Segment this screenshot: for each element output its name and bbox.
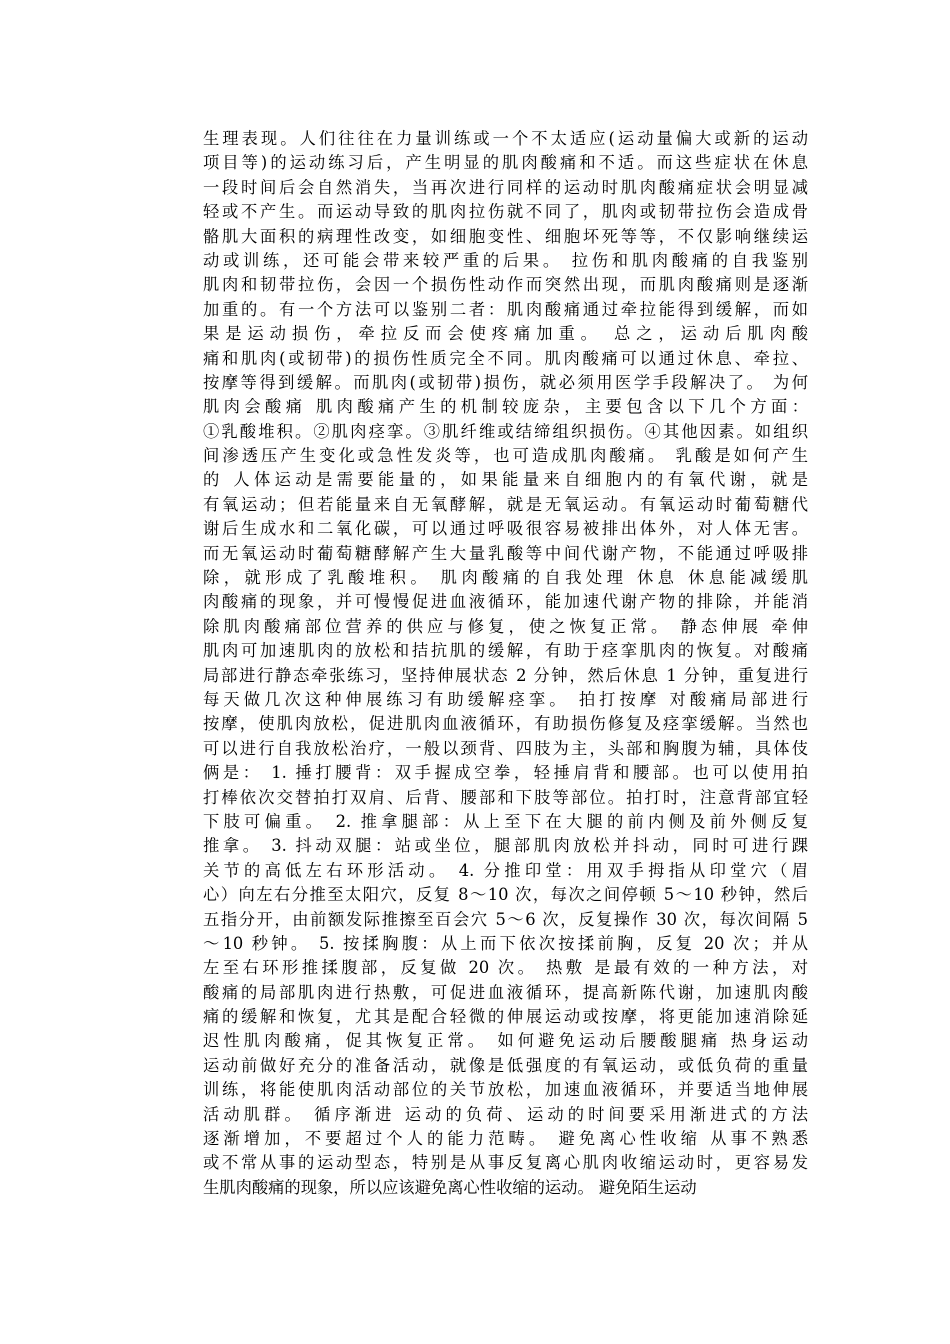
text-line: 痛和肌肉(或韧带)的损伤性质完全不同。肌肉酸痛可以通过休息、牵拉、: [203, 348, 808, 368]
text-line: 推拿。 3. 抖动双腿：站或坐位，腿部肌肉放松并抖动，同时可进行踝: [203, 836, 808, 856]
text-line: 一段时间后会自然消失，当再次进行同样的运动时肌肉酸痛症状会明显减: [203, 177, 808, 197]
text-line: 酸痛的局部肌肉进行热敷，可促进血液循环，提高新陈代谢，加速肌肉酸: [203, 982, 808, 1002]
text-line: 轻或不产生。而运动导致的肌肉拉伤就不同了，肌肉或韧带拉伤会造成骨: [203, 202, 808, 222]
text-line: ～10 秒钟。 5. 按揉胸腹：从上而下依次按揉前胸，反复 20 次；并从: [203, 933, 808, 953]
text-line: 俩是： 1. 捶打腰背：双手握成空拳，轻捶肩背和腰部。也可以使用拍: [203, 763, 808, 783]
text-line: 的 人体运动是需要能量的，如果能量来自细胞内的有氧代谢，就是: [203, 470, 808, 490]
text-line: 除肌肉酸痛部位营养的供应与修复，使之恢复正常。 静态伸展 牵伸: [203, 616, 808, 636]
text-line: ①乳酸堆积。②肌肉痉挛。③肌纤维或结缔组织损伤。④其他因素。如组织: [203, 421, 808, 441]
text-line: 肉酸痛的现象，并可慢慢促进血液循环，能加速代谢产物的排除，并能消: [203, 592, 808, 612]
text-line: 动或训练，还可能会带来较严重的后果。 拉伤和肌肉酸痛的自我鉴别: [203, 250, 808, 270]
text-line: 肌肉可加速肌肉的放松和拮抗肌的缓解，有助于痉挛肌肉的恢复。对酸痛: [203, 641, 808, 661]
text-line: 痛的缓解和恢复，尤其是配合轻微的伸展运动或按摩，将更能加速消除延: [203, 1007, 808, 1027]
text-line: 活动肌群。 循序渐进 运动的负荷、运动的时间要采用渐进式的方法: [203, 1104, 808, 1124]
text-line: 生肌肉酸痛的现象，所以应该避免离心性收缩的运动。 避免陌生运动: [203, 1177, 697, 1197]
text-line: 项目等)的运动练习后，产生明显的肌肉酸痛和不适。而这些症状在休息: [203, 153, 808, 173]
text-line: 果是运动损伤，牵拉反而会使疼痛加重。 总之，运动后肌肉酸: [203, 324, 808, 344]
text-line: 迟性肌肉酸痛，促其恢复正常。 如何避免运动后腰酸腿痛 热身运动: [203, 1031, 808, 1051]
text-line: 左至右环形推揉腹部，反复做 20 次。 热敷 是最有效的一种方法，对: [203, 958, 808, 978]
text-line: 下肢可偏重。 2. 推拿腿部：从上至下在大腿的前内侧及前外侧反复: [203, 811, 808, 831]
text-line: 运动前做好充分的准备活动，就像是低强度的有氧运动，或低负荷的重量: [203, 1055, 808, 1075]
text-line: 按摩，使肌肉放松，促进肌肉血液循环，有助损伤修复及痉挛缓解。当然也: [203, 714, 808, 734]
text-line: 逐渐增加，不要超过个人的能力范畴。 避免离心性收缩 从事不熟悉: [203, 1129, 808, 1149]
text-line: 训练，将能使肌肉活动部位的关节放松，加速血液循环，并要适当地伸展: [203, 1080, 808, 1100]
text-line: 五指分开，由前额发际推擦至百会穴 5～6 次，反复操作 30 次，每次间隔 5: [203, 909, 808, 929]
text-line: 间渗透压产生变化或急性发炎等，也可造成肌肉酸痛。 乳酸是如何产生: [203, 446, 808, 466]
text-line: 有氧运动；但若能量来自无氧酵解，就是无氧运动。有氧运动时葡萄糖代: [203, 494, 808, 514]
text-line: 肌肉和韧带拉伤，会因一个损伤性动作而突然出现，而肌肉酸痛则是逐渐: [203, 275, 808, 295]
text-line: 打棒依次交替拍打双肩、后背、腰部和下肢等部位。拍打时，注意背部宜轻: [203, 787, 808, 807]
text-line: 每天做几次这种伸展练习有助缓解痉挛。 拍打按摩 对酸痛局部进行: [203, 689, 808, 709]
text-line: 按摩等得到缓解。而肌肉(或韧带)损伤，就必须用医学手段解决了。 为何: [203, 372, 808, 392]
text-line: 或不常从事的运动型态，特别是从事反复离心肌肉收缩运动时，更容易发: [203, 1153, 808, 1173]
text-line: 骼肌大面积的病理性改变，如细胞变性、细胞坏死等等，不仅影响继续运: [203, 226, 808, 246]
text-line: 除，就形成了乳酸堆积。 肌肉酸痛的自我处理 休息 休息能减缓肌: [203, 568, 808, 588]
text-line: 肌肉会酸痛 肌肉酸痛产生的机制较庞杂，主要包含以下几个方面：: [203, 397, 808, 417]
text-line: 而无氧运动时葡萄糖酵解产生大量乳酸等中间代谢产物，不能通过呼吸排: [203, 543, 808, 563]
text-line: 可以进行自我放松治疗，一般以颈背、四肢为主，头部和胸腹为辅，具体伎: [203, 738, 808, 758]
text-line: 谢后生成水和二氧化碳，可以通过呼吸很容易被排出体外，对人体无害。: [203, 519, 808, 539]
text-line: 心）向左右分推至太阳穴，反复 8～10 次，每次之间停顿 5～10 秒钟，然后: [203, 885, 808, 905]
text-line: 局部进行静态牵张练习，坚持伸展状态 2 分钟，然后休息 1 分钟，重复进行: [203, 665, 808, 685]
text-line: 生理表现。人们往往在力量训练或一个不太适应(运动量偏大或新的运动: [203, 129, 808, 148]
body-text: [203, 127, 808, 1200]
text-line: 加重的。有一个方法可以鉴别二者：肌肉酸痛通过牵拉能得到缓解，而如: [203, 299, 808, 319]
text-line: 关节的高低左右环形活动。 4. 分推印堂：用双手拇指从印堂穴（眉: [203, 860, 808, 880]
